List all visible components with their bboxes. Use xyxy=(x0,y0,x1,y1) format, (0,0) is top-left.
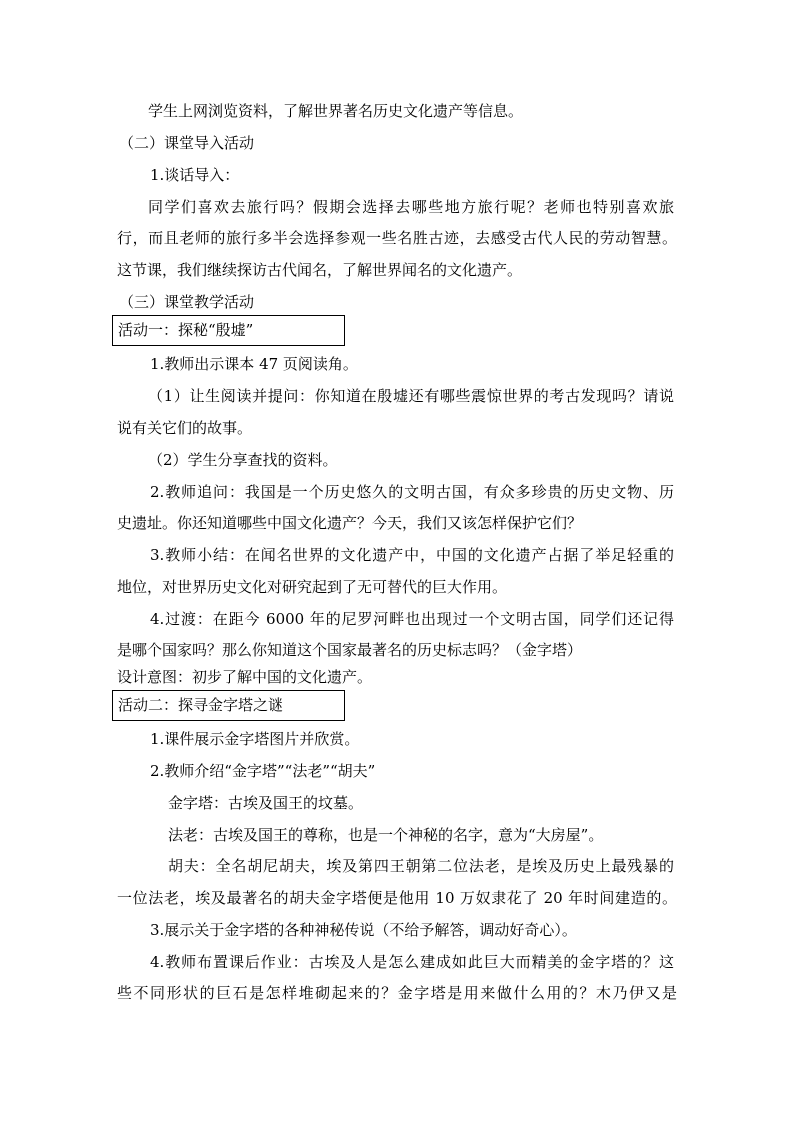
paragraph-line: （2）学生分享查找的资料。 xyxy=(148,451,338,469)
paragraph-line: 些不同形状的巨石是怎样堆砌起来的？金字塔是用来做什么用的？木乃伊又是 xyxy=(117,984,677,1002)
paragraph-line: 学生上网浏览资料，了解世界著名历史文化遗产等信息。 xyxy=(148,102,524,120)
paragraph-line: 是哪个国家吗？那么你知道这个国家最著名的历史标志吗？（金字塔） xyxy=(117,641,583,659)
paragraph-line: 胡夫：全名胡尼胡夫，埃及第四王朝第二位法老，是埃及历史上最残暴的 xyxy=(168,857,674,875)
paragraph-line: 4.教师布置课后作业：古埃及人是怎么建成如此巨大而精美的金字塔的？这 xyxy=(150,953,674,971)
paragraph-line: 法老：古埃及国王的尊称，也是一个神秘的名字，意为“大房屋”。 xyxy=(168,826,604,844)
activity-title: 活动一：探秘“殷墟” xyxy=(118,321,254,339)
activity-box xyxy=(112,690,345,721)
paragraph-line: 地位，对世界历史文化对研究起到了无可替代的巨大作用。 xyxy=(117,578,508,596)
paragraph-line: 2.教师介绍“金字塔”“法老”“胡夫” xyxy=(150,762,376,780)
paragraph-line: 2.教师追问：我国是一个历史悠久的文明古国，有众多珍贵的历史文物、历 xyxy=(150,483,674,501)
paragraph-line: 1.谈话导入： xyxy=(150,166,240,184)
section-heading: （三）课堂教学活动 xyxy=(119,293,255,311)
paragraph-line: 金字塔：古埃及国王的坟墓。 xyxy=(168,794,364,812)
paragraph-line: 行，而且老师的旅行多半会选择参观一些名胜古迹，去感受古代人民的劳动智慧。 xyxy=(117,229,677,247)
design-intent: 设计意图：初步了解中国的文化遗产。 xyxy=(117,668,373,686)
section-heading: （二）课堂导入活动 xyxy=(119,134,255,152)
paragraph-line: 3.展示关于金字塔的各种神秘传说（不给予解答，调动好奇心）。 xyxy=(150,921,577,939)
activity-title: 活动二：探寻金字塔之谜 xyxy=(118,696,284,714)
paragraph-line: 1.教师出示课本 47 页阅读角。 xyxy=(150,355,358,373)
paragraph-line: （1）让生阅读并提问：你知道在殷墟还有哪些震惊世界的考古发现吗？请说 xyxy=(148,387,674,405)
paragraph-line: 这节课，我们继续探访古代闻名，了解世界闻名的文化遗产。 xyxy=(117,261,523,279)
paragraph-line: 1.课件展示金字塔图片并欣赏。 xyxy=(150,730,360,748)
paragraph-line: 说有关它们的故事。 xyxy=(117,419,253,437)
paragraph-line: 4.过渡：在距今 6000 年的尼罗河畔也出现过一个文明古国，同学们还记得 xyxy=(150,610,674,628)
paragraph-line: 一位法老，埃及最著名的胡夫金字塔便是他用 10 万奴隶花了 20 年时间建造的。 xyxy=(117,889,677,907)
paragraph-line: 3.教师小结：在闻名世界的文化遗产中，中国的文化遗产占据了举足轻重的 xyxy=(150,546,674,564)
paragraph-line: 史遗址。你还知道哪些中国文化遗产？今天，我们又该怎样保护它们？ xyxy=(117,514,583,532)
activity-box xyxy=(112,315,345,346)
paragraph-line: 同学们喜欢去旅行吗？假期会选择去哪些地方旅行呢？老师也特别喜欢旅 xyxy=(148,198,674,216)
